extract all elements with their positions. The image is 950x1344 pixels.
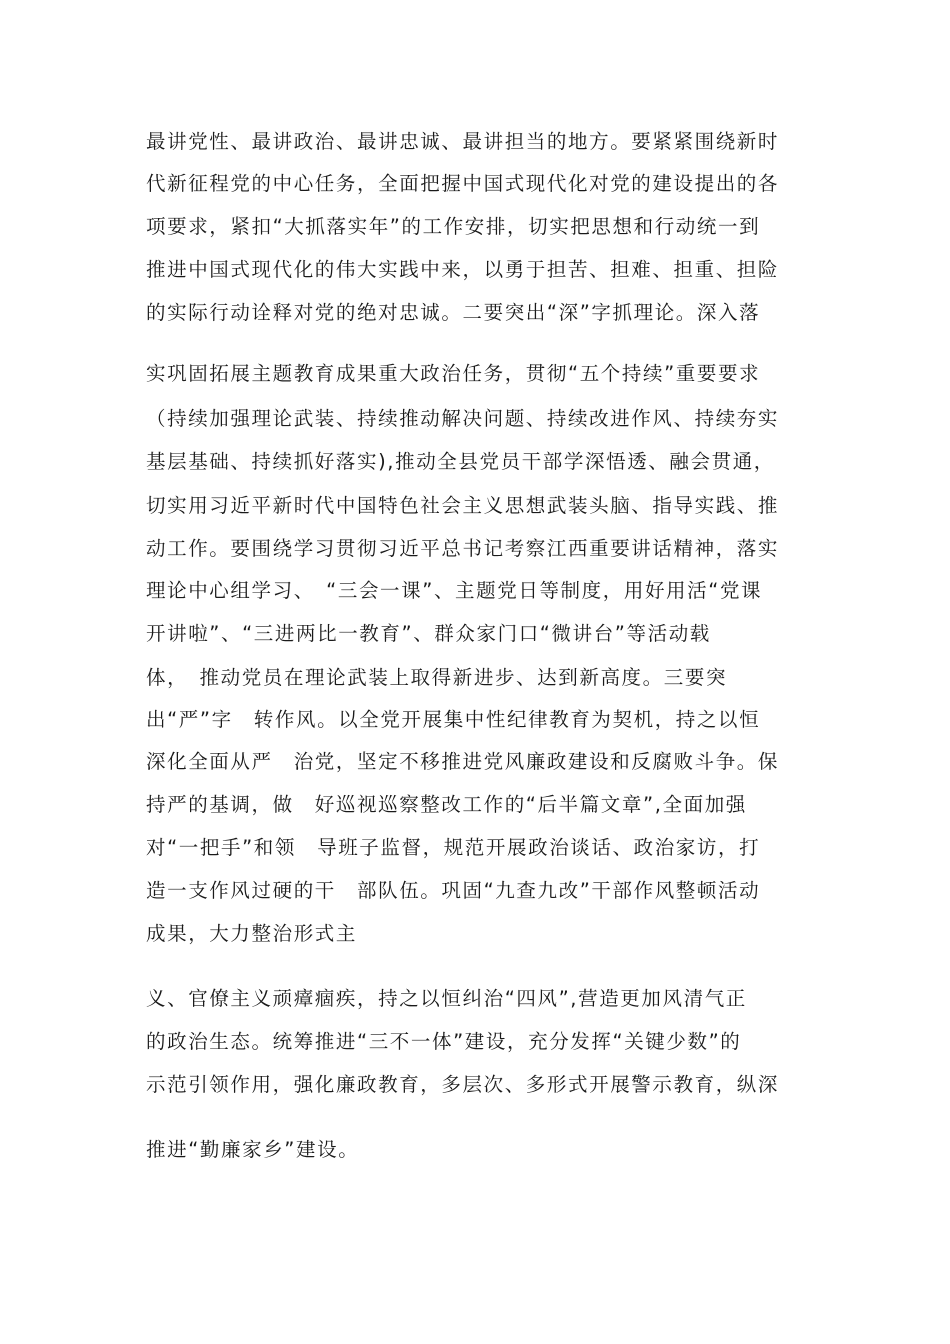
paragraph-line-5: 的实际行动诠释对党的绝对忠诚。二要突出“深”字抓理论。深入落: [146, 301, 761, 324]
paragraph-line-10: 动工作。要围绕学习贯彻习近平总书记考察江西重要讲话精神，落实: [146, 537, 780, 560]
paragraph-line-22: 示范引领作用，强化廉政教育，多层次、多形式开展警示教育，纵深: [146, 1073, 780, 1096]
paragraph-line-8: 基层基础、持续抓好落实),推动全县党员干部学深悟透、融会贯通，: [146, 450, 775, 473]
paragraph-line-14: 出“严”字 转作风。以全党开展集中性纪律教育为契机，持之以恒: [146, 708, 761, 731]
paragraph-line-20: 义、官僚主义顽瘴痼疾，持之以恒纠治“四风”,营造更加风清气正: [146, 987, 747, 1010]
paragraph-line-11: 理论中心组学习、 “三会一课”、主题党日等制度，用好用活“党课: [146, 579, 763, 602]
paragraph-line-2: 代新征程党的中心任务，全面把握中国式现代化对党的建设提出的各: [146, 172, 780, 195]
paragraph-line-6: 实巩固拓展主题教育成果重大政治任务，贯彻“五个持续”重要要求: [146, 362, 761, 385]
paragraph-line-17: 对“一把手”和领 导班子监督，规范开展政治谈话、政治家访，打: [146, 836, 761, 859]
paragraph-line-7: （持续加强理论武装、持续推动解决问题、持续改进作风、持续夯实: [146, 407, 780, 430]
paragraph-line-15: 深化全面从严 治党，坚定不移推进党风廉政建设和反腐败斗争。保: [146, 750, 780, 773]
paragraph-line-4: 推进中国式现代化的伟大实践中来，以勇于担苦、担难、担重、担险: [146, 258, 780, 281]
paragraph-line-1: 最讲党性、最讲政治、最讲忠诚、最讲担当的地方。要紧紧围绕新时: [146, 130, 780, 153]
paragraph-line-12: 开讲啦”、“三进两比一教育”、群众家门口“微讲台”等活动载: [146, 622, 711, 645]
paragraph-line-18: 造一支作风过硬的干 部队伍。巩固“九查九改”干部作风整顿活动: [146, 879, 761, 902]
paragraph-line-3: 项要求，紧扣“大抓落实年”的工作安排，切实把思想和行动统一到: [146, 215, 761, 238]
paragraph-line-13: 体， 推动党员在理论武装上取得新进步、达到新高度。三要突: [146, 666, 728, 689]
paragraph-line-16: 持严的基调，做 好巡视巡察整改工作的“后半篇文章”,全面加强: [146, 793, 747, 816]
paragraph-line-21: 的政治生态。统筹推进“三不一体”建设，充分发挥“关键少数”的: [146, 1030, 742, 1053]
paragraph-line-19: 成果，大力整治形式主: [146, 922, 358, 945]
paragraph-line-9: 切实用习近平新时代中国特色社会主义思想武装头脑、指导实践、推: [146, 494, 780, 517]
paragraph-line-23: 推进“勤廉家乡”建设。: [146, 1138, 360, 1161]
